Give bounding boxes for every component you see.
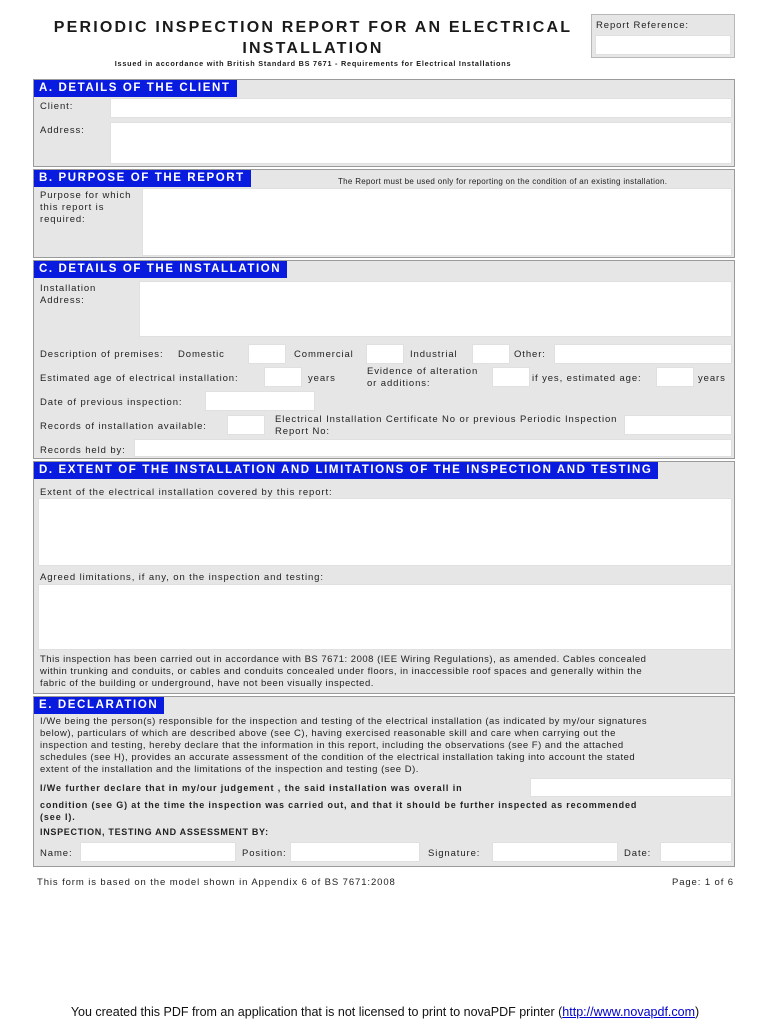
inspection-statement-line-2: within trunking and conduits, or cables and conduits concealed under floors, in inaccessible roof spaces and generally within the [40, 666, 643, 677]
records-available-checkbox[interactable] [227, 415, 265, 435]
premises-industrial-label: Industrial [410, 349, 458, 360]
date-field[interactable] [660, 842, 732, 862]
section-purpose-of-report [33, 169, 735, 258]
section-a-heading: A. DETAILS OF THE CLIENT [34, 80, 237, 97]
purpose-label-line-1: Purpose for which [40, 190, 132, 201]
date-label: Date: [624, 848, 652, 859]
years-label-1: years [308, 373, 336, 384]
section-e-heading: E. DECLARATION [34, 697, 164, 714]
form-basis-note: This form is based on the model shown in Appendix 6 of BS 7671:2008 [37, 877, 396, 888]
purpose-note: The Report must be used only for reporting on the condition of an existing installation. [338, 177, 668, 186]
section-d-heading: D. EXTENT OF THE INSTALLATION AND LIMITATIONS OF THE INSPECTION AND TESTING [34, 462, 658, 479]
evidence-label-line-1: Evidence of alteration [367, 366, 479, 377]
novapdf-notice-close: ) [695, 1005, 700, 1019]
purpose-label-line-2: this report is [40, 202, 105, 213]
novapdf-notice-text: You created this PDF from an application that is not licensed to print to novaPDF printer ( [70, 1005, 563, 1019]
further-declaration-line-2: condition (see G) at the time the inspection was carried out, and that it should be further inspected as recommended [40, 800, 638, 810]
purpose-field[interactable] [142, 188, 732, 256]
previous-inspection-label: Date of previous inspection: [40, 397, 183, 408]
declaration-line-2: below), particulars of which are described above (see C), having exercised reasonable skill and care when carrying out the [40, 728, 616, 739]
client-address-field[interactable] [110, 122, 732, 164]
purpose-label-line-3: required: [40, 214, 86, 225]
certificate-label-line-1: Electrical Installation Certificate No or previous Periodic Inspection [275, 414, 618, 425]
limitations-label: Agreed limitations, if any, on the inspection and testing: [40, 572, 324, 583]
inspection-statement-line-3: fabric of the building or underground, have not been visually inspected. [40, 678, 374, 689]
domestic-checkbox[interactable] [248, 344, 286, 364]
records-held-field[interactable] [134, 439, 732, 457]
client-field[interactable] [110, 98, 732, 118]
section-installation-details [33, 260, 735, 459]
premises-other-label: Other: [514, 349, 546, 360]
commercial-checkbox[interactable] [366, 344, 404, 364]
declaration-line-3: inspection and testing, hereby declare that the information in this report, including the observations (see F) and the attached [40, 740, 624, 751]
report-reference-field[interactable] [595, 35, 731, 55]
page-number: Page: 1 of 6 [671, 877, 734, 888]
estimated-age-field[interactable] [264, 367, 302, 387]
section-c-heading: C. DETAILS OF THE INSTALLATION [34, 261, 287, 278]
installation-address-field[interactable] [139, 281, 732, 337]
position-label: Position: [242, 848, 287, 859]
section-client-details [33, 79, 735, 167]
section-extent-and-limitations [33, 461, 735, 694]
alteration-age-field[interactable] [656, 367, 694, 387]
client-label: Client: [40, 101, 74, 112]
section-b-heading: B. PURPOSE OF THE REPORT [34, 170, 251, 187]
section-declaration [33, 696, 735, 867]
report-reference-box [591, 14, 735, 58]
limitations-field[interactable] [38, 584, 732, 650]
novapdf-watermark [0, 1005, 770, 1019]
installation-label-line-2: Address: [40, 295, 85, 306]
records-available-label: Records of installation available: [40, 421, 207, 432]
report-title-line-2: INSTALLATION [242, 40, 384, 57]
signature-field[interactable] [492, 842, 618, 862]
if-yes-age-label: if yes, estimated age: [532, 373, 642, 384]
signature-label: Signature: [428, 848, 481, 859]
evidence-label-line-2: or additions: [367, 378, 431, 389]
further-declaration-line-3: (see I). [40, 812, 76, 822]
inspection-statement-line-1: This inspection has been carried out in accordance with BS 7671: 2008 (IEE Wiring Regulations), as amended. Cables concealed [40, 654, 647, 665]
records-held-label: Records held by: [40, 445, 126, 456]
extent-field[interactable] [38, 498, 732, 566]
report-reference-label: Report Reference: [596, 20, 689, 31]
extent-label: Extent of the electrical installation covered by this report: [40, 487, 333, 498]
report-title-line-1: PERIODIC INSPECTION REPORT FOR AN ELECTRICAL [53, 19, 573, 36]
overall-condition-field[interactable] [530, 778, 732, 797]
premises-other-field[interactable] [554, 344, 732, 364]
premises-domestic-label: Domestic [178, 349, 225, 360]
name-label: Name: [40, 848, 73, 859]
name-field[interactable] [80, 842, 236, 862]
declaration-line-4: schedules (see H), provides an accurate assessment of the condition of the electrical installation taking into account the stated [40, 752, 636, 763]
installation-label-line-1: Installation [40, 283, 97, 294]
premises-label: Description of premises: [40, 349, 164, 360]
premises-commercial-label: Commercial [294, 349, 354, 360]
certificate-number-field[interactable] [624, 415, 732, 435]
evidence-checkbox[interactable] [492, 367, 530, 387]
declaration-line-5: extent of the installation and the limitations of the inspection and testing (see D). [40, 764, 419, 775]
estimated-age-label: Estimated age of electrical installation: [40, 373, 239, 384]
industrial-checkbox[interactable] [472, 344, 510, 364]
novapdf-link[interactable]: http://www.novapdf.com [562, 1005, 695, 1019]
previous-inspection-date-field[interactable] [205, 391, 315, 411]
further-declaration-line-1: I/We further declare that in my/our judgement , the said installation was overall in [40, 783, 463, 793]
declaration-line-1: I/We being the person(s) responsible for the inspection and testing of the electrical installation (as indicated by my/our signatures [40, 716, 648, 727]
assessment-by-label: INSPECTION, TESTING AND ASSESSMENT BY: [40, 827, 269, 837]
years-label-2: years [698, 373, 726, 384]
report-subtitle: Issued in accordance with British Standard BS 7671 - Requirements for Electrical Installations [114, 59, 512, 68]
position-field[interactable] [290, 842, 420, 862]
certificate-label-line-2: Report No: [275, 426, 330, 437]
address-label: Address: [40, 125, 85, 136]
